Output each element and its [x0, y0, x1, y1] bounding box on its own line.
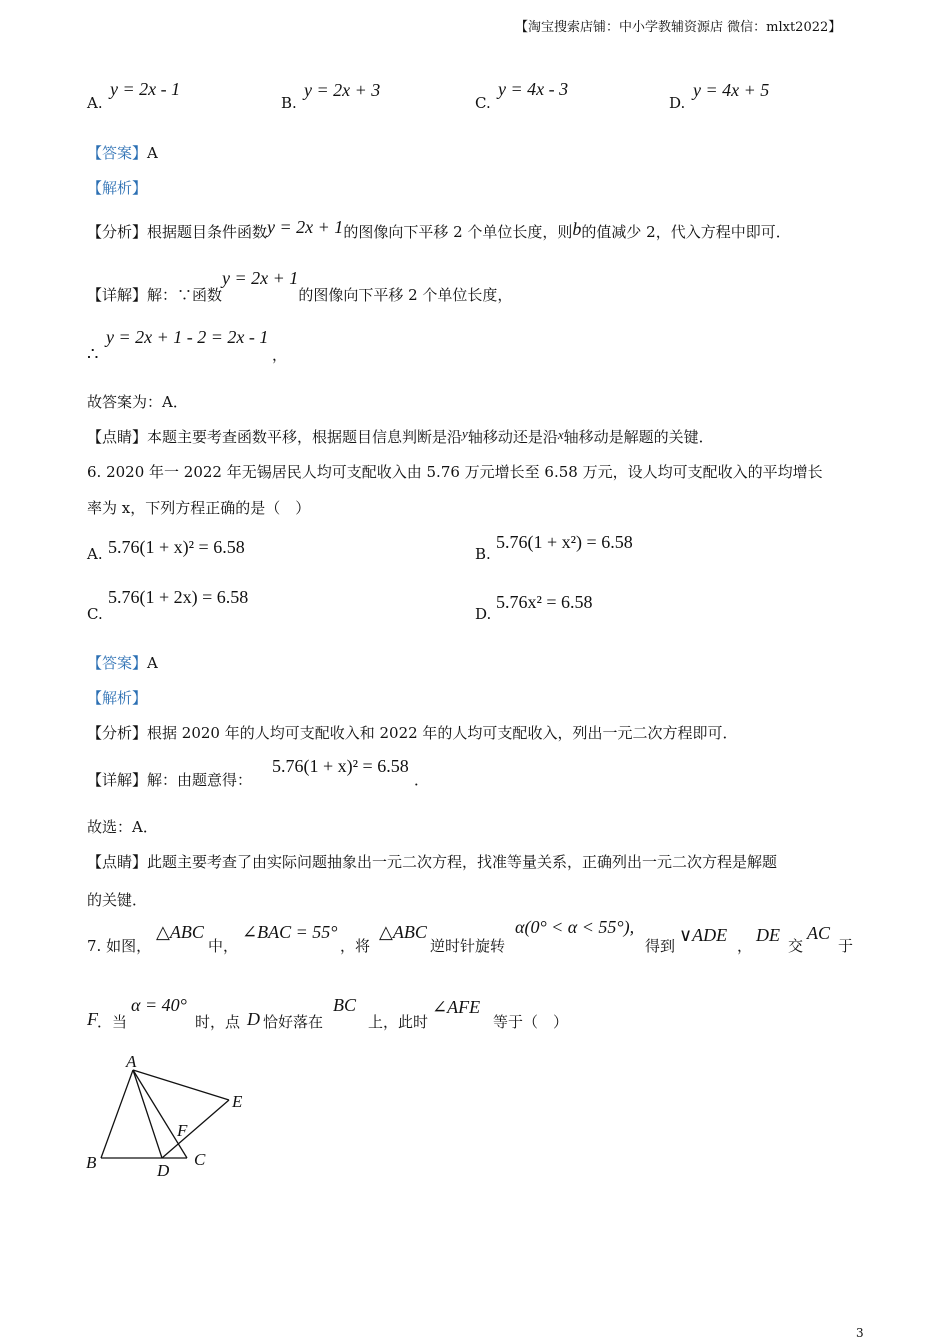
q7-point-f: F: [87, 1009, 98, 1029]
segment-ac: [133, 1070, 187, 1158]
page-number: 3: [856, 1326, 864, 1340]
q5-conclusion: 故答案为：A．: [87, 393, 188, 411]
q7-de: DE: [756, 925, 780, 945]
q6-fenxi-tag: 【分析】: [87, 724, 148, 742]
q7-p4: 逆时针旋转: [430, 937, 506, 955]
xiangjie-expr: y = 2x + 1: [222, 268, 299, 288]
q7-p2: 中，: [208, 937, 239, 955]
derive-comma: ，: [272, 346, 288, 364]
q6-option-d-letter: D.: [475, 605, 492, 623]
label-c: C: [194, 1150, 206, 1169]
fenxi-text-3: 的值减少 2，代入方程中即可．: [581, 223, 791, 241]
q6-dianjing-line: [87, 851, 777, 872]
dianjing-tag: 【点睛】: [87, 428, 148, 446]
xiangjie-text-2: 的图像向下平移 2 个单位长度，: [298, 286, 513, 304]
q7-p8: 于: [838, 937, 854, 955]
q6-fenxi-line: [87, 722, 737, 743]
xiangjie-text-1: 解：∵函数: [147, 286, 223, 304]
option-b-letter: B.: [281, 94, 297, 112]
q6-xiangjie-tag: 【详解】: [87, 771, 148, 789]
q7-p3: ，将: [340, 937, 371, 955]
q6-xiangjie-line: [87, 769, 252, 790]
q7-angle-afe: ∠AFE: [432, 997, 481, 1017]
q5-xiangjie-line: [87, 268, 513, 305]
fenxi-b: b: [572, 219, 582, 239]
q5-fenxi-line: [87, 217, 791, 242]
fenxi-text-2: 的图像向下平移 2 个单位长度，则: [343, 223, 573, 241]
q6-option-a-letter: A.: [87, 545, 103, 563]
q7-l2-text-2: 时，点: [195, 1013, 241, 1031]
dianjing-text-3: 轴移动是解题的关键．: [563, 428, 714, 446]
q7-point-d: D: [247, 1009, 260, 1029]
q7-alpha-range: α(0° < α < 55°),: [515, 917, 635, 937]
q6-dianjing-text-1: 此题主要考查了由实际问题抽象出一元二次方程，找准等量关系，正确列出一元二次方程是解题: [147, 853, 778, 871]
q7-triangle-abc-2: △ABC: [379, 922, 427, 942]
q7-p5: 得到: [645, 937, 676, 955]
label-a: A: [126, 1052, 137, 1071]
label-d: D: [157, 1161, 170, 1180]
q6-option-d-expr: 5.76x² = 6.58: [496, 592, 593, 612]
answer-line: [87, 142, 158, 163]
q6-option-c-expr: 5.76(1 + 2x) = 6.58: [108, 587, 249, 607]
q6-dianjing-tag: 【点睛】: [87, 853, 148, 871]
q6-option-a-expr: 5.76(1 + x)² = 6.58: [108, 537, 245, 557]
q7-geometry-figure: [80, 1045, 280, 1185]
option-a-letter: A.: [87, 94, 103, 112]
dianjing-y: y: [462, 426, 468, 441]
segment-ad: [133, 1070, 162, 1158]
label-e: E: [232, 1092, 243, 1111]
q7-l2-text-1: ．当: [97, 1013, 128, 1031]
q7-triangle-abc: △ABC: [156, 922, 204, 942]
segment-ae: [133, 1070, 229, 1100]
q6-answer-value: A: [147, 654, 158, 672]
q7-l2-text-3: 恰好落在: [263, 1013, 324, 1031]
q6-stem-line2: 率为 x，下列方程正确的是（ ）: [87, 499, 311, 517]
q7-bc: BC: [333, 995, 357, 1015]
q7-p7: 交: [788, 937, 804, 955]
q7-l2-text-5: 等于（ ）: [493, 1013, 569, 1031]
q6-stem-line1: 6. 2020 年一 2022 年无锡居民人均可支配收入由 5.76 万元增长至 6.58 万元，设人均可支配收入的平均增长: [87, 463, 823, 481]
q7-p1: 7. 如图，: [87, 937, 152, 955]
label-f: F: [177, 1121, 188, 1140]
option-d-letter: D.: [669, 94, 686, 112]
q7-alpha-value: α = 40°: [131, 995, 187, 1015]
option-a-expr: y = 2x - 1: [110, 79, 181, 99]
option-c-expr: y = 4x - 3: [498, 79, 569, 99]
dianjing-text-2: 轴移动还是沿: [467, 428, 558, 446]
q6-xiangjie-text: 解：由题意得：: [147, 771, 253, 789]
fenxi-expr: y = 2x + 1: [267, 217, 344, 237]
q7-l2-text-4: 上，此时: [368, 1013, 429, 1031]
q6-conclusion: 故选：A．: [87, 818, 158, 836]
q7-p6: ，: [737, 937, 753, 955]
option-d-expr: y = 4x + 5: [693, 80, 770, 100]
q6-answer-line: [87, 652, 158, 673]
q5-dianjing-line: [87, 426, 714, 447]
q6-answer-tag: 【答案】: [87, 654, 148, 672]
page-header: 【淘宝搜索店铺：中小学教辅资源店 微信：mlxt2022】: [515, 20, 842, 35]
derive-expr: y = 2x + 1 - 2 = 2x - 1: [106, 327, 269, 347]
therefore-symbol: ∴: [87, 344, 99, 365]
q7-ade: ∨ADE: [679, 925, 728, 945]
q6-option-b-letter: B.: [475, 545, 491, 563]
answer-value: A: [147, 144, 158, 162]
q6-xiangjie-end: ．: [414, 771, 430, 789]
fenxi-text-1: 根据题目条件函数: [147, 223, 268, 241]
answer-tag: 【答案】: [87, 144, 148, 162]
label-b: B: [86, 1153, 97, 1172]
segment-ab: [101, 1070, 133, 1158]
q6-option-b-expr: 5.76(1 + x²) = 6.58: [496, 532, 633, 552]
dianjing-x: x: [557, 427, 564, 442]
analysis-tag: 【解析】: [87, 179, 148, 197]
q7-angle-bac: ∠BAC = 55°: [242, 922, 338, 942]
q6-xiangjie-expr: 5.76(1 + x)² = 6.58: [272, 756, 409, 776]
option-c-letter: C.: [475, 94, 491, 112]
q6-analysis-tag: 【解析】: [87, 689, 148, 707]
q6-option-c-letter: C.: [87, 605, 103, 623]
q7-ac: AC: [807, 923, 831, 943]
option-b-expr: y = 2x + 3: [304, 80, 381, 100]
dianjing-text-1: 本题主要考查函数平移，根据题目信息判断是沿: [147, 428, 463, 446]
xiangjie-tag: 【详解】: [87, 286, 148, 304]
q6-fenxi-text: 根据 2020 年的人均可支配收入和 2022 年的人均可支配收入，列出一元二次方程即可．: [147, 724, 738, 742]
fenxi-tag: 【分析】: [87, 223, 148, 241]
q6-dianjing-text-2: 的关键．: [87, 891, 148, 909]
